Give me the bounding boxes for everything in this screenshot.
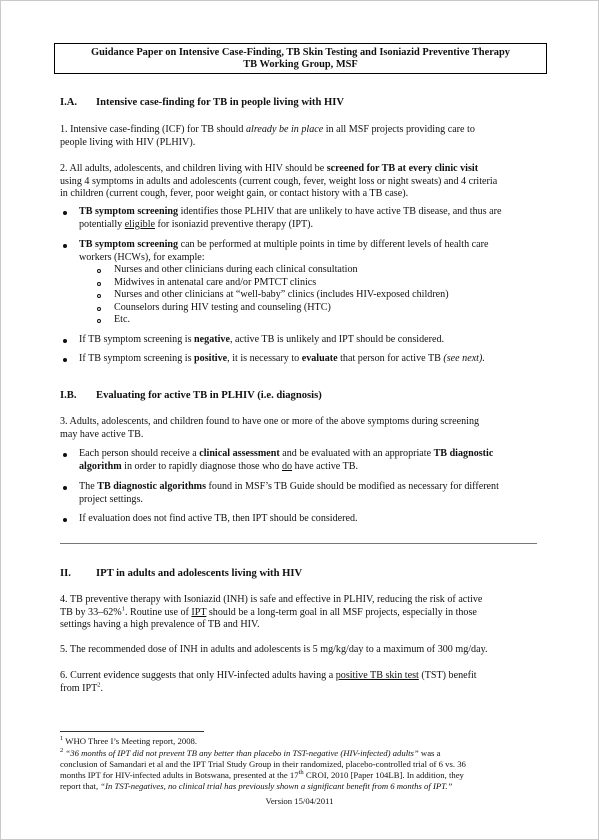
document-title: Guidance Paper on Intensive Case-Finding, TB Skin Testing and Isoniazid Preventive Therapy (91, 47, 510, 58)
bullet-icon (63, 339, 67, 343)
text: 4. TB preventive therapy with Isoniazid (INH) is safe and effective in PLHIV, reducing the risk of active (60, 594, 483, 605)
bullet-item (79, 206, 547, 231)
bullet-item (79, 353, 547, 366)
text: was a (418, 748, 441, 758)
text: settings having a high prevalence of TB and HIV. (60, 619, 260, 630)
text-bold: TB diagnostic algorithms (97, 481, 207, 492)
bullet-icon (63, 358, 67, 362)
text-underlined: positive TB skin test (335, 670, 419, 681)
text-bold: positive (194, 353, 228, 364)
text: If TB symptom screening is (79, 334, 195, 345)
text: workers (HCWs), for example: (79, 251, 205, 263)
text: , it is necessary to (227, 353, 302, 364)
text: in all MSF projects providing care to (323, 124, 475, 135)
section-title: IPT in adults and adolescents living with HIV (96, 568, 303, 579)
bullet-item (79, 448, 547, 473)
text: 1. Intensive case-finding (ICF) for TB should (60, 124, 246, 135)
text: . Routine use of (124, 606, 192, 618)
text: can be performed at multiple points in time by different levels of health care (178, 239, 489, 250)
text: The (79, 481, 98, 492)
bullet-icon (63, 486, 67, 490)
section-heading-ia (60, 97, 344, 108)
footnote-ref: 2 (97, 681, 101, 689)
text: from IPT (60, 682, 98, 694)
sub-bullet-icon (97, 294, 101, 298)
footnote-marker: 1 (60, 735, 64, 743)
footnote-marker: 2 (60, 747, 64, 755)
text: WHO Three I’s Meeting report, 2008. (63, 736, 198, 746)
paragraph-4 (60, 594, 545, 632)
section-title: Intensive case-finding for TB in people living with HIV (96, 97, 345, 108)
section-number: I.B. (60, 390, 77, 401)
text: using 4 symptoms in adults and adolescents (current cough, fever, weight loss or night sweats) and 4 criteria (60, 175, 498, 187)
section-title: Evaluating for active TB in PLHIV (i.e. diagnosis) (96, 390, 322, 401)
footnote-2 (60, 748, 545, 792)
text: should be a long-term goal in all MSF projects, especially in those (206, 606, 477, 618)
text: that person for active TB (337, 353, 444, 364)
text: TB by 33–62% (60, 606, 122, 618)
text: for isoniazid preventive therapy (IPT). (154, 218, 314, 230)
paragraph-6 (60, 670, 545, 695)
bullet-icon (63, 518, 67, 522)
sub-bullet-icon (97, 307, 101, 311)
text-bold: screened for TB at every clinic visit (326, 163, 479, 174)
text: found in MSF’s TB Guide should be modified as necessary for different (206, 481, 499, 492)
sub-bullet-icon (97, 269, 101, 273)
text: 2. All adults, adolescents, and children living with HIV should be (60, 163, 327, 174)
bullet-item (79, 481, 547, 506)
sub-bullet-icon (97, 282, 101, 286)
sub-list-item: Nurses and other clinicians at “well-baby” clinics (includes HIV-exposed children) (114, 289, 449, 300)
text: have active TB. (292, 460, 359, 472)
footnote-1 (60, 736, 545, 747)
bullet-item: If evaluation does not find active TB, then IPT should be considered. (79, 513, 358, 524)
text: in children (current cough, fever, poor weight gain, or contact history with a TB case). (60, 188, 409, 199)
bullet-item (79, 334, 547, 347)
text: , active TB is unlikely and IPT should be considered. (229, 334, 445, 345)
footnote-ref: 1 (121, 605, 125, 613)
text: in order to rapidly diagnose those who (121, 460, 282, 472)
paragraph-5: 5. The recommended dose of INH in adults and adolescents is 5 mg/kg/day to a maximum of 300 mg/day. (60, 644, 488, 655)
text-bold: TB symptom screening (79, 239, 179, 250)
paragraph-3 (60, 416, 545, 441)
text-bold: algorithm (79, 460, 122, 472)
text-bold: TB diagnostic (433, 448, 494, 459)
text-underlined: IPT (191, 606, 207, 618)
bullet-icon (63, 244, 67, 248)
text: 3. Adults, adolescents, and children found to have one or more of the above symptoms during screening (60, 416, 480, 427)
text-italic: (see next). (443, 353, 485, 364)
section-heading-ii (60, 568, 302, 579)
sub-list-item: Nurses and other clinicians during each clinical consultation (114, 264, 358, 275)
paragraph-1 (60, 124, 545, 149)
text-bold: clinical assessment (199, 448, 280, 459)
text-bold: TB symptom screening (79, 206, 179, 217)
text: and be evaluated with an appropriate (279, 448, 434, 459)
text-italic: already be in place (245, 124, 324, 135)
section-number: II. (60, 568, 71, 579)
text-underlined: do (281, 460, 293, 472)
sub-list-item: Counselors during HIV testing and counseling (HTC) (114, 302, 331, 313)
bullet-item (79, 239, 547, 264)
sub-list-item: Midwives in antenatal care and/or PMTCT clinics (114, 277, 317, 288)
text: people living with HIV (PLHIV). (60, 136, 196, 148)
bullet-icon (63, 453, 67, 457)
text: report that, (60, 781, 101, 791)
text: project settings. (79, 493, 143, 505)
text-bold: evaluate (301, 353, 338, 364)
text: 6. Current evidence suggests that only HIV-infected adults having a (60, 670, 336, 681)
bullet-icon (63, 211, 67, 215)
section-divider (60, 543, 537, 544)
text-bold: negative (194, 334, 230, 345)
footnote-rule (60, 731, 204, 732)
version-footer: Version 15/04/2011 (265, 796, 334, 806)
text: months IPT for HIV-infected adults in Botswana, presented at the 17 (60, 770, 299, 780)
text-underlined: eligible (124, 218, 155, 230)
text-italic: “36 months of IPT did not prevent TB any better than placebo in TST-negative (HIV-infected) adults” (63, 748, 419, 758)
sub-list-item: Etc. (114, 314, 130, 325)
text: . (100, 682, 104, 694)
text: CROI, 2010 [Paper 104LB]. In addition, they (303, 770, 464, 780)
text: identifies those PLHIV that are unlikely to have active TB disease, and thus are (178, 206, 502, 217)
section-heading-ib (60, 390, 322, 401)
superscript: th (298, 769, 304, 777)
text: potentially (79, 218, 125, 230)
section-number: I.A. (60, 97, 78, 108)
text: Each person should receive a (79, 448, 200, 459)
text: (TST) benefit (418, 670, 477, 681)
paragraph-2 (60, 163, 545, 201)
text: may have active TB. (60, 428, 144, 440)
document-subtitle: TB Working Group, MSF (243, 59, 358, 70)
text-italic: “In TST-negatives, no clinical trial has previously shown a significant benefit from 6 months of IPT.” (100, 781, 453, 791)
text: If TB symptom screening is (79, 353, 195, 364)
sub-bullet-icon (97, 319, 101, 323)
document-title-box (54, 43, 547, 74)
text: conclusion of Samandari et al and the IPT Trial Study Group in their randomized, placebo-controlled trial of 6 vs. 36 (60, 759, 466, 769)
